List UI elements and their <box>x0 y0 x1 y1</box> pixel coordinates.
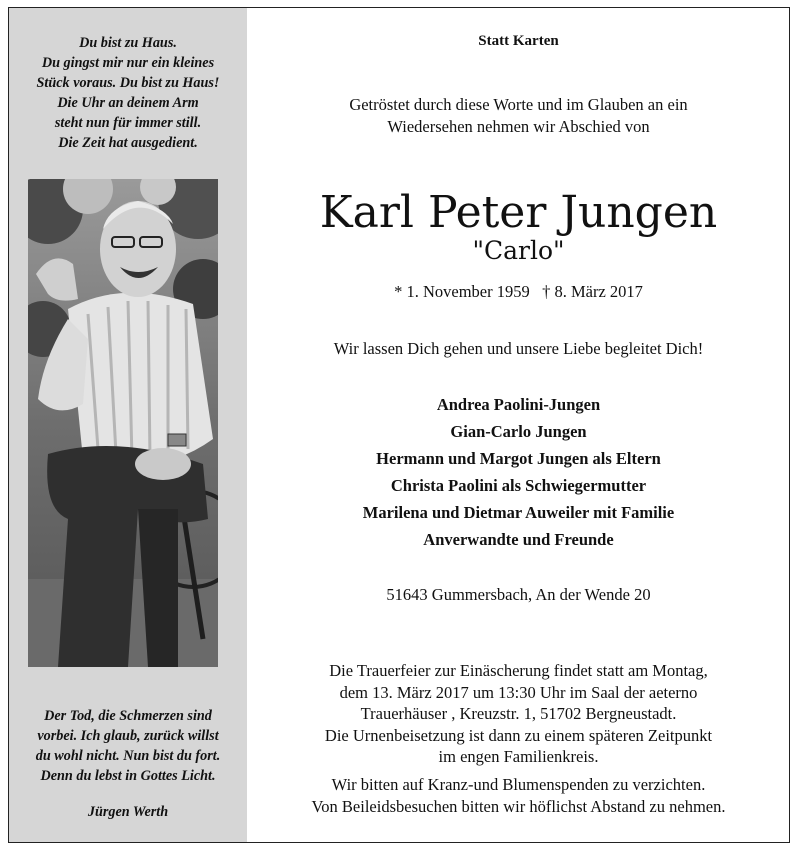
ceremony-line: Die Urnenbeisetzung ist dann zu einem späteren Zeitpunkt <box>324 725 713 745</box>
mourner-entry: Andrea Paolini-Jungen <box>436 395 601 414</box>
mourner-entry: Christa Paolini als Schwiegermutter <box>390 476 647 495</box>
ceremony-line: Von Beileidsbesuchen bitten wir höflichst Abstand zu nehmen. <box>311 797 726 816</box>
header-label: Statt Karten <box>478 33 559 49</box>
poem-bottom <box>9 706 247 786</box>
poem-line: Du gingst mir nur ein kleines <box>41 55 215 71</box>
mourner-entry: Marilena und Dietmar Auweiler mit Familie <box>362 503 675 522</box>
deceased-name: Karl Peter Jungen <box>319 187 718 238</box>
ceremony-line: dem 13. März 2017 um 13:30 Uhr im Saal der aeterno <box>339 682 698 702</box>
intro-line: Getröstet durch diese Worte und im Glauben an ein <box>349 95 688 114</box>
ceremony-line: im engen Familienkreis. <box>438 747 599 766</box>
life-dates: * 1. November 1959 † 8. März 2017 <box>394 282 643 301</box>
poem-line: Denn du lebst in Gottes Licht. <box>40 768 216 784</box>
mourner-entry: Gian-Carlo Jungen <box>450 422 587 441</box>
poem-line: Du bist zu Haus. <box>79 35 177 51</box>
ceremony-info <box>248 660 789 818</box>
farewell-line: Wir lassen Dich gehen und unsere Liebe begleitet Dich! <box>333 339 704 358</box>
portrait-photo <box>28 179 218 667</box>
ceremony-line: Wir bitten auf Kranz-und Blumenspenden zu verzichten. <box>331 774 706 794</box>
poem-line: vorbei. Ich glaub, zurück willst <box>37 728 219 744</box>
portrait-illustration <box>28 179 218 667</box>
intro-text <box>248 94 789 138</box>
poem-line: Stück voraus. Du bist zu Haus! <box>36 75 220 91</box>
poem-line: du wohl nicht. Nun bist du fort. <box>35 748 221 764</box>
mourners-list <box>248 391 789 553</box>
intro-line: Wiedersehen nehmen wir Abschied von <box>387 117 650 136</box>
poem-top <box>9 33 247 153</box>
poem-line: Die Zeit hat ausgedient. <box>58 135 198 151</box>
poem-line: steht nun für immer still. <box>54 115 202 131</box>
ceremony-line: Trauerhäuser , Kreuzstr. 1, 51702 Bergneustadt. <box>360 704 677 723</box>
ceremony-line: Die Trauerfeier zur Einäscherung findet statt am Montag, <box>329 661 708 680</box>
poem-author: Jürgen Werth <box>87 804 169 820</box>
deceased-nickname: "Carlo" <box>472 236 565 265</box>
poem-line: Der Tod, die Schmerzen sind <box>44 708 212 724</box>
mourner-entry: Hermann und Margot Jungen als Eltern <box>376 449 661 468</box>
poem-line: Die Uhr an deinem Arm <box>57 95 199 111</box>
mourner-entry: Anverwandte und Freunde <box>423 530 614 549</box>
address-line: 51643 Gummersbach, An der Wende 20 <box>386 585 651 604</box>
